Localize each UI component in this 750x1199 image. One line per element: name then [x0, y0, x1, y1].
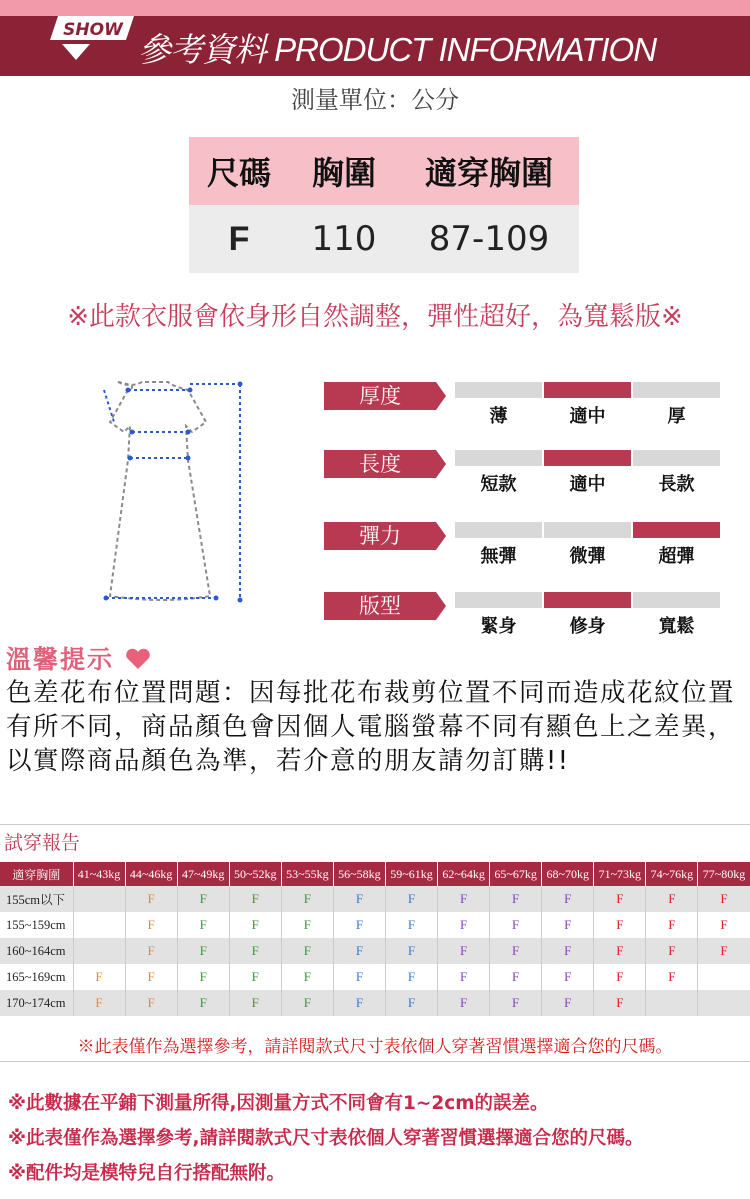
show-arrow-icon	[62, 44, 90, 60]
report-note: ※此表僅作為選擇參考，請詳閱款式尺寸表依個人穿著習慣選擇適合您的尺碼。	[77, 1037, 673, 1057]
fit-cell: F	[333, 964, 385, 990]
fit-cell: F	[125, 938, 177, 964]
fit-cell: F	[281, 912, 333, 938]
weight-header: 74~76kg	[646, 862, 698, 886]
fit-cell: F	[438, 990, 490, 1016]
fit-cell: F	[333, 886, 385, 912]
fit-cell: F	[385, 886, 437, 912]
fit-cell: F	[229, 990, 281, 1016]
size-table-row	[189, 205, 579, 273]
fit-cell: F	[490, 886, 542, 912]
attr-arrow-icon	[436, 382, 446, 410]
fit-cell: F	[281, 886, 333, 912]
report-title: 試穿報告	[4, 832, 81, 854]
fit-cell: F	[333, 938, 385, 964]
attr-scale-segment	[633, 382, 720, 398]
fit-cell: F	[73, 964, 125, 990]
attr-scale-segment	[455, 382, 542, 398]
measurement-units: 測量單位：公分	[291, 86, 459, 114]
attr-arrow-icon	[436, 450, 446, 478]
fit-cell	[73, 912, 125, 938]
fit-cell	[73, 886, 125, 912]
attr-arrow-icon	[436, 592, 446, 620]
fit-bust-header: 適穿胸圍	[399, 137, 579, 205]
page-title: 參考資料 PRODUCT INFORMATION	[138, 31, 657, 68]
fit-cell: F	[438, 964, 490, 990]
attr-scale-segment	[544, 382, 631, 398]
attr-option-label: 短款	[480, 474, 517, 495]
fit-cell: F	[594, 938, 646, 964]
top-pink-strip	[0, 0, 750, 16]
fit-cell: F	[177, 912, 229, 938]
table-row	[0, 938, 750, 964]
heart-icon	[125, 648, 151, 670]
fit-cell: F	[385, 964, 437, 990]
attr-label-1: 長度	[324, 450, 436, 478]
attr-scale-segment	[455, 592, 542, 608]
fit-cell: F	[490, 938, 542, 964]
attr-scale-segment	[455, 522, 542, 538]
attr-option-label: 長款	[658, 474, 695, 495]
fit-cell: F	[177, 964, 229, 990]
try-on-corner: 適穿胸圍	[0, 862, 73, 886]
attr-option-label: 超彈	[658, 546, 695, 567]
bust-value: 110	[289, 205, 399, 273]
bottom-notes	[8, 1086, 748, 1191]
attr-arrow-icon	[436, 522, 446, 550]
height-label: 155~159cm	[0, 912, 73, 938]
fit-cell: F	[281, 990, 333, 1016]
bust-header: 胸圍	[289, 137, 399, 205]
bottom-note-1: ※此數據在平鋪下測量所得,因測量方式不同會有1~2cm的誤差。	[8, 1093, 549, 1114]
try-on-header-row	[0, 862, 750, 886]
fit-cell: F	[281, 964, 333, 990]
fit-cell: F	[333, 990, 385, 1016]
fit-cell: F	[490, 990, 542, 1016]
table-row	[0, 912, 750, 938]
fit-cell: F	[229, 912, 281, 938]
fit-bust-value: 87-109	[399, 205, 579, 273]
fit-cell: F	[594, 912, 646, 938]
fit-cell	[73, 938, 125, 964]
fit-cell: F	[490, 964, 542, 990]
fit-cell: F	[438, 938, 490, 964]
height-label: 155cm以下	[0, 886, 73, 912]
fit-cell: F	[646, 912, 698, 938]
weight-header: 62~64kg	[438, 862, 490, 886]
fit-cell: F	[177, 990, 229, 1016]
table-row	[0, 886, 750, 912]
fit-cell: F	[490, 912, 542, 938]
attr-scale-segment	[544, 592, 631, 608]
attr-option-label: 緊身	[480, 616, 517, 637]
fit-cell: F	[333, 912, 385, 938]
attr-scale-segment	[544, 450, 631, 466]
attr-option-label: 薄	[489, 406, 508, 427]
fit-cell: F	[646, 938, 698, 964]
attr-scale-segment	[544, 522, 631, 538]
fit-cell: F	[542, 990, 594, 1016]
fit-cell: F	[177, 886, 229, 912]
attr-option-label: 適中	[569, 406, 606, 427]
attr-scale-segment	[633, 522, 720, 538]
weight-header: 77~80kg	[698, 862, 750, 886]
show-tag-label: SHOW	[63, 20, 123, 40]
fit-cell: F	[229, 886, 281, 912]
bottom-note-3: ※配件均是模特兒自行搭配無附。	[8, 1163, 285, 1184]
weight-header: 65~67kg	[490, 862, 542, 886]
size-value: F	[189, 205, 289, 273]
fit-cell: F	[698, 938, 750, 964]
fit-cell: F	[594, 990, 646, 1016]
fit-cell: F	[542, 912, 594, 938]
fit-cell: F	[438, 886, 490, 912]
fit-cell: F	[438, 912, 490, 938]
height-label: 170~174cm	[0, 990, 73, 1016]
fit-cell	[698, 990, 750, 1016]
attr-option-label: 厚	[667, 406, 686, 427]
size-header: 尺碼	[189, 137, 289, 205]
height-label: 165~169cm	[0, 964, 73, 990]
attr-scale-segment	[633, 450, 720, 466]
attr-label-0: 厚度	[324, 382, 436, 410]
size-table	[189, 137, 579, 273]
fit-cell: F	[125, 990, 177, 1016]
fit-cell: F	[385, 990, 437, 1016]
attr-option-label: 適中	[569, 474, 606, 495]
attr-option-label: 微彈	[569, 546, 606, 567]
height-label: 160~164cm	[0, 938, 73, 964]
fit-cell: F	[542, 886, 594, 912]
fit-cell: F	[646, 886, 698, 912]
size-table-header	[189, 137, 579, 205]
fit-cell	[698, 964, 750, 990]
attr-scale-segment	[455, 450, 542, 466]
fit-cell: F	[125, 886, 177, 912]
tips-title-text: 溫馨提示	[6, 645, 115, 674]
weight-header: 68~70kg	[542, 862, 594, 886]
weight-header: 59~61kg	[385, 862, 437, 886]
fit-note: ※此款衣服會依身形自然調整，彈性超好，為寬鬆版※	[67, 302, 683, 332]
fit-cell: F	[698, 886, 750, 912]
weight-header: 41~43kg	[73, 862, 125, 886]
table-row	[0, 964, 750, 990]
weight-header: 53~55kg	[281, 862, 333, 886]
weight-header: 50~52kg	[229, 862, 281, 886]
fit-cell: F	[229, 964, 281, 990]
attr-scale-segment	[633, 592, 720, 608]
weight-header: 71~73kg	[594, 862, 646, 886]
table-row	[0, 990, 750, 1016]
fit-cell: F	[385, 912, 437, 938]
fit-cell: F	[542, 938, 594, 964]
try-on-table	[0, 862, 750, 1016]
attr-option-label: 無彈	[480, 546, 517, 567]
fit-cell: F	[698, 912, 750, 938]
fit-cell	[646, 990, 698, 1016]
fit-cell: F	[125, 964, 177, 990]
fit-cell: F	[594, 964, 646, 990]
fit-cell: F	[385, 938, 437, 964]
weight-header: 56~58kg	[333, 862, 385, 886]
fit-cell: F	[125, 912, 177, 938]
dress-measurement-diagram	[70, 360, 260, 620]
fit-cell: F	[542, 964, 594, 990]
tips-body: 色差花布位置問題：因每批花布裁剪位置不同而造成花紋位置有所不同，商品顏色會因個人電腦螢幕不同有顯色上之差異，以實際商品顏色為準，若介意的朋友請勿訂購!!	[6, 678, 736, 776]
tips-title	[6, 640, 151, 676]
weight-header: 44~46kg	[125, 862, 177, 886]
fit-cell: F	[594, 886, 646, 912]
fit-cell: F	[73, 990, 125, 1016]
weight-header: 47~49kg	[177, 862, 229, 886]
attr-label-3: 版型	[324, 592, 436, 620]
fit-cell: F	[229, 938, 281, 964]
attr-option-label: 寬鬆	[658, 616, 695, 637]
bottom-note-2: ※此表僅作為選擇參考,請詳閱款式尺寸表依個人穿著習慣選擇適合您的尺碼。	[8, 1128, 644, 1149]
attr-option-label: 修身	[569, 616, 606, 637]
fit-cell: F	[646, 964, 698, 990]
fit-cell: F	[177, 938, 229, 964]
fit-cell: F	[281, 938, 333, 964]
attr-label-2: 彈力	[324, 522, 436, 550]
